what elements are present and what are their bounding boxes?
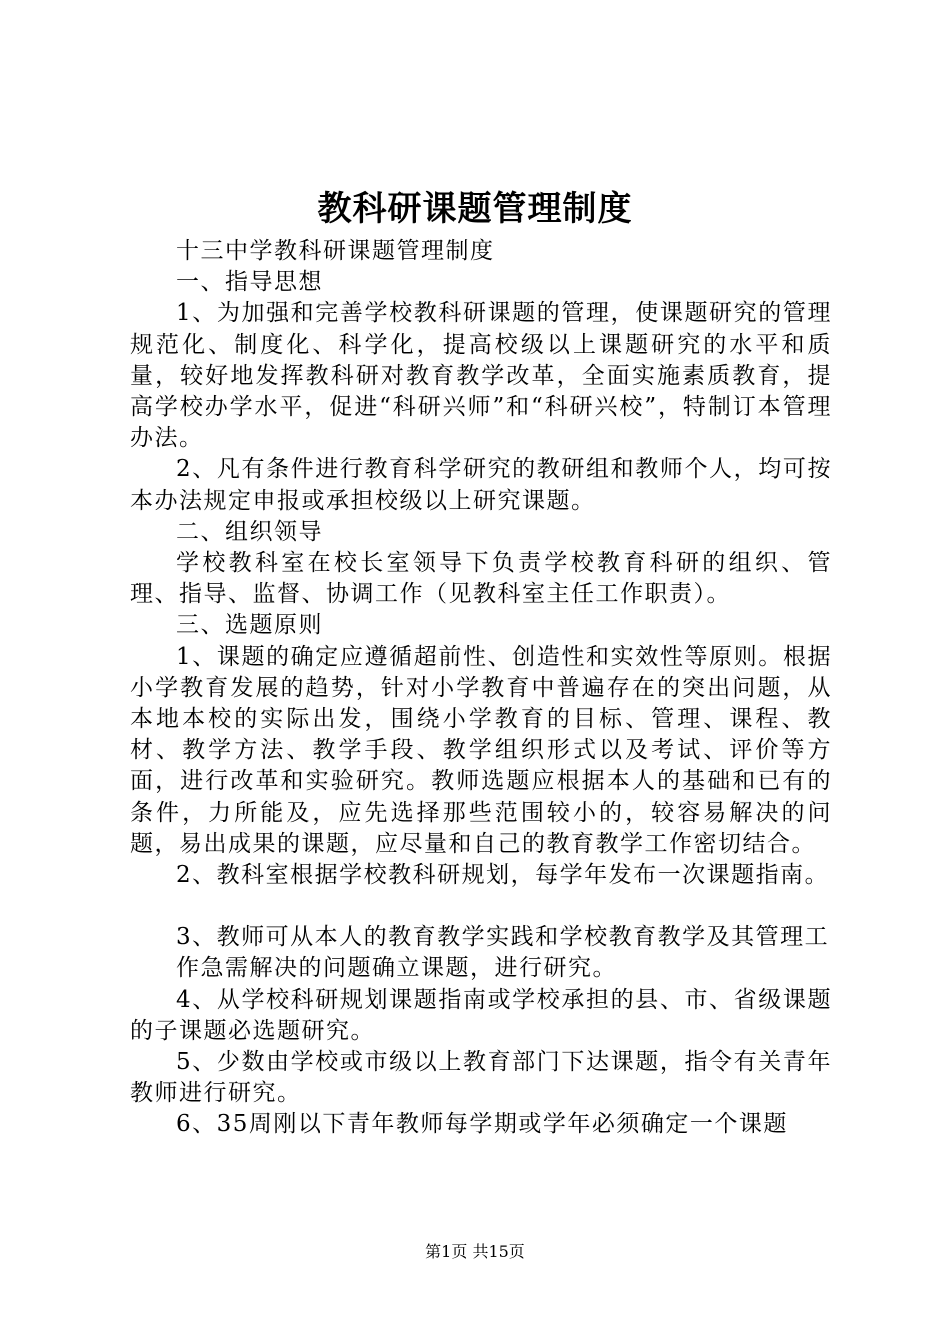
paragraph: 3、教师可从本人的教育教学实践和学校教育教学及其管理工 [176,924,830,951]
section-heading-guiding-ideology: 一、指导思想 [176,269,323,296]
paragraph: 2、凡有条件进行教育科学研究的教研组和教师个人，均可按本办法规定申报或承担校级以上研究课题。 [130,456,832,514]
paragraph: 4、从学校科研规划课题指南或学校承担的县、市、省级课题的子课题必选题研究。 [130,986,832,1044]
paragraph: 学校教科室在校长室领导下负责学校教育科研的组织、管理、指导、监督、协调工作（见教科室主任工作职责）。 [130,550,832,608]
document-body [130,236,832,1141]
paragraph-subtitle: 十三中学教科研课题管理制度 [176,238,495,264]
paragraph: 作急需解决的问题确立课题，进行研究。 [176,955,617,982]
document-title: 教科研课题管理制度 [317,189,633,229]
page-number-footer: 第1页 共15页 [425,1242,525,1261]
paragraph: 2、教科室根据学校教科研规划，每学年发布一次课题指南。 [176,862,830,889]
paragraph: 6、35周刚以下青年教师每学期或学年必须确定一个课题 [176,1111,788,1138]
paragraph: 5、少数由学校或市级以上教育部门下达课题，指令有关青年教师进行研究。 [130,1049,832,1107]
section-heading-organization: 二、组织领导 [176,518,323,545]
paragraph: 1、为加强和完善学校教科研课题的管理，使课题研究的管理规范化、制度化、科学化，提高校级以上课题研究的水平和质量，较好地发挥教科研对教育教学改革，全面实施素质教育，提高学校办学水平，促进“科研兴师”和“科研兴校”，特制订本管理办法。 [130,300,832,452]
section-heading-topic-principles: 三、选题原则 [176,612,323,639]
paragraph: 1、课题的确定应遵循超前性、创造性和实效性等原则。根据小学教育发展的趋势，针对小学教育中普遍存在的突出问题，从本地本校的实际出发，围绕小学教育的目标、管理、课程、教材、教学方法、教学手段、教学组织形式以及考试、评价等方面，进行改革和实验研究。教师选题应根据本人的基础和已有的条件，力所能及，应先选择那些范围较小的，较容易解决的问题，易出成果的课题，应尽量和自己的教育教学工作密切结合。 [130,643,832,857]
